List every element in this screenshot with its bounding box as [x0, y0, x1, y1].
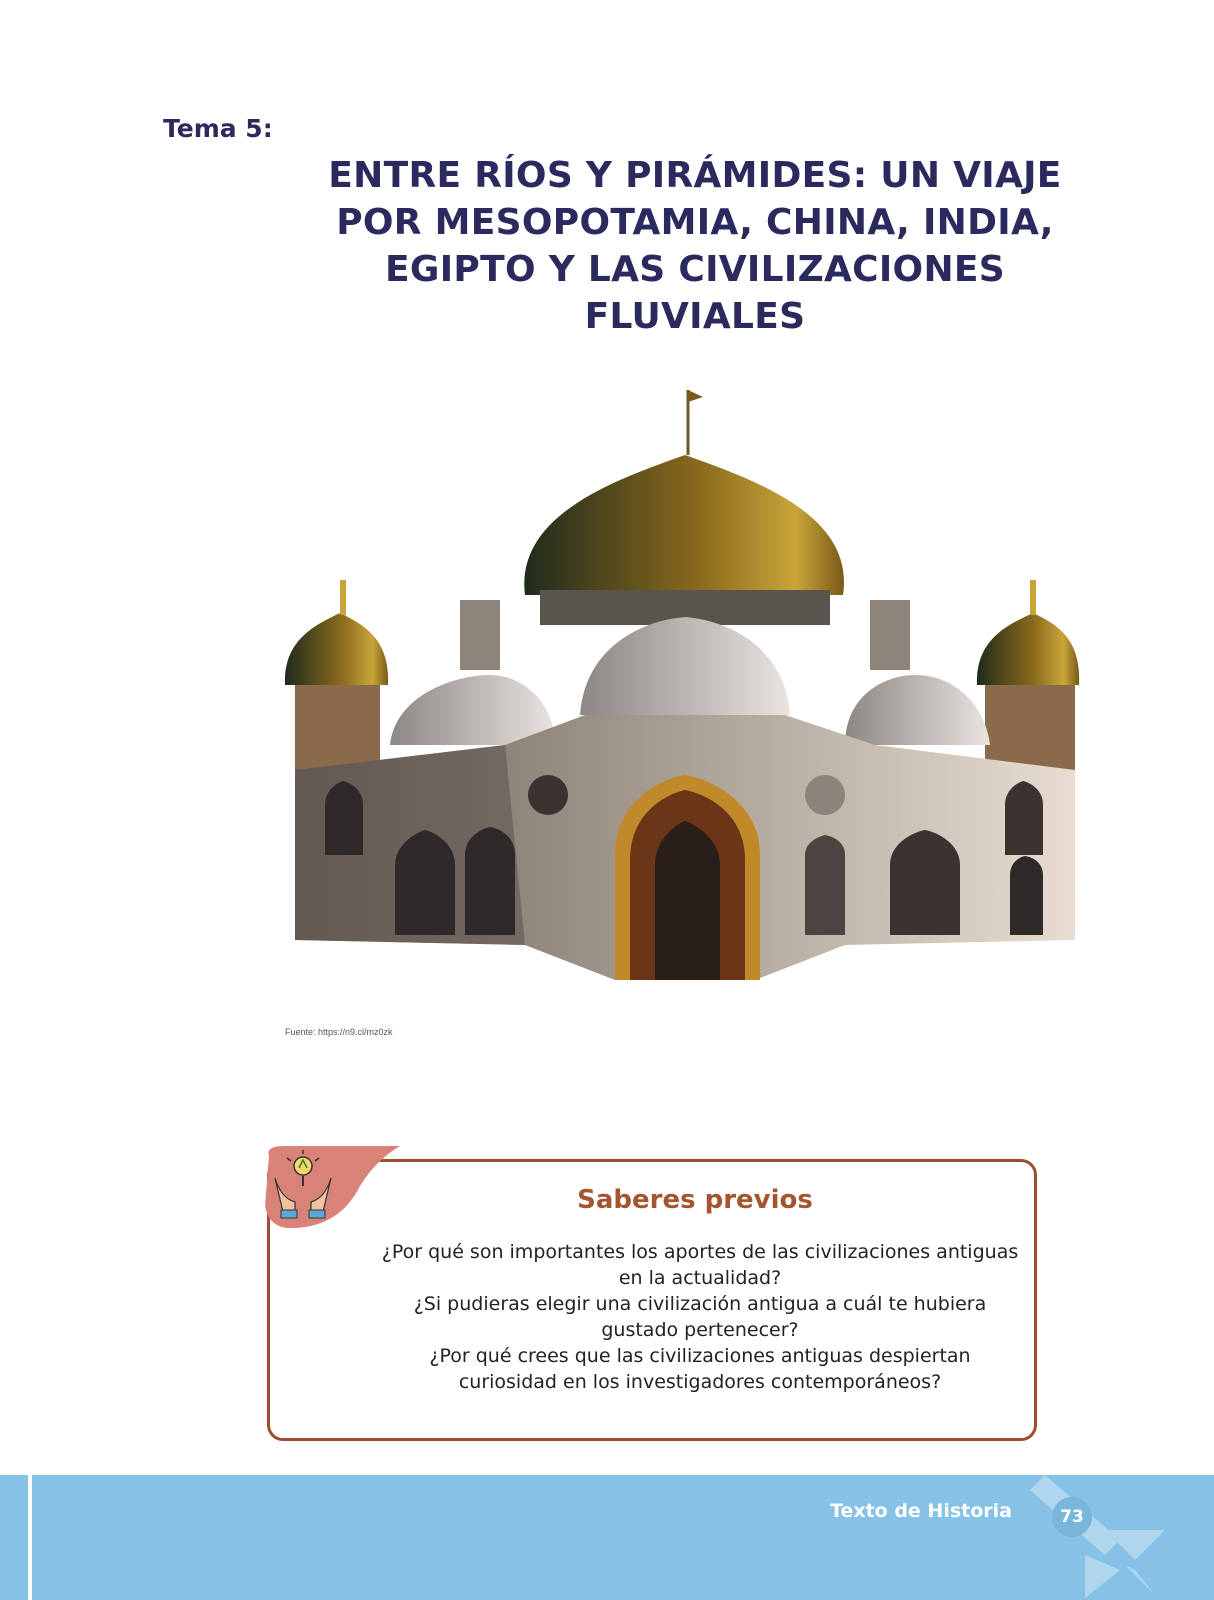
page-number: 73	[1052, 1497, 1092, 1537]
footer-divider	[28, 1475, 32, 1600]
mosque-illustration	[285, 385, 1105, 1005]
image-source-caption: Fuente: https://n9.cl/mz0zk	[285, 1027, 393, 1037]
book-title: Texto de Historia	[830, 1500, 1012, 1522]
questions-list	[380, 1239, 1020, 1395]
tema-label: Tema 5:	[163, 114, 273, 143]
rocket-icon	[1025, 1470, 1175, 1600]
list-item: ¿Si pudieras elegir una civilización antigua a cuál te hubiera gustado pertenecer?	[413, 1293, 987, 1341]
list-item: ¿Por qué son importantes los aportes de las civilizaciones antiguas en la actualidad?	[381, 1241, 1019, 1289]
list-item: ¿Por qué crees que las civilizaciones antiguas despiertan curiosidad en los investigadores contemporáneos?	[429, 1345, 971, 1393]
page-title: ENTRE RÍOS Y PIRÁMIDES: UN VIAJE POR MESOPOTAMIA, CHINA, INDIA, EGIPTO Y LAS CIVILIZACIONES FLUVIALES	[328, 155, 1062, 337]
saberes-previos-title: Saberes previos	[577, 1185, 813, 1215]
